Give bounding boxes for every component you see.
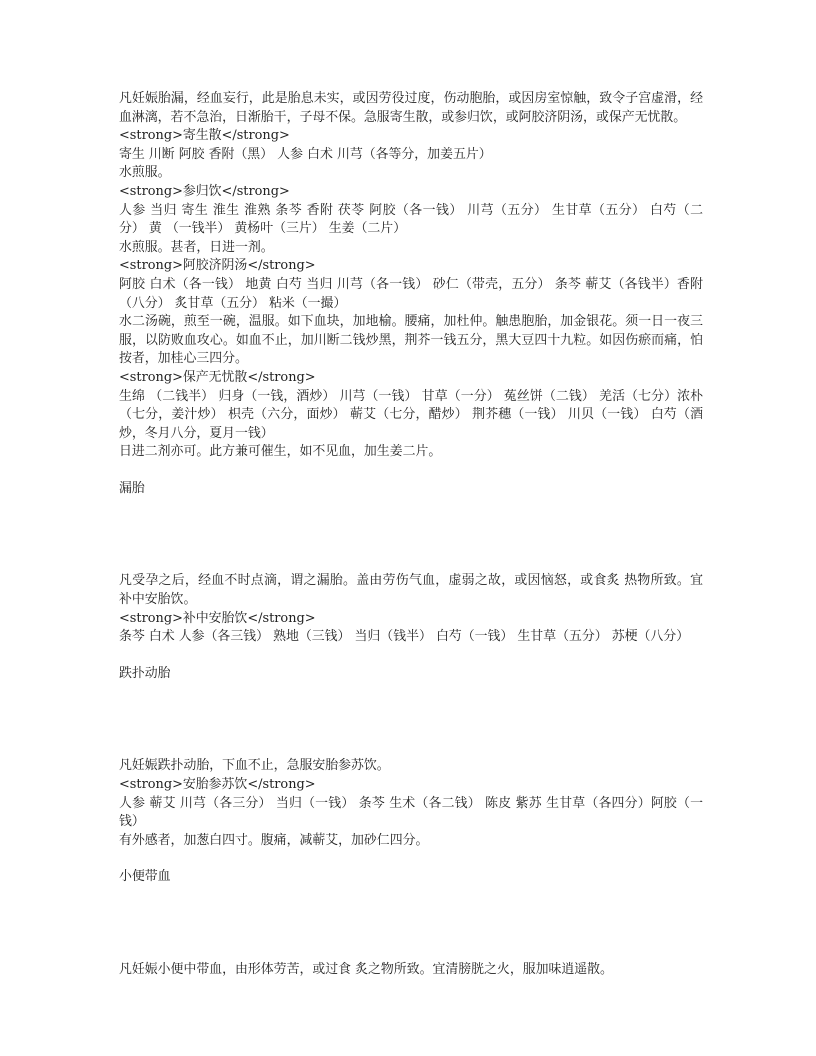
formula-usage: 日进二剂亦可。此方兼可催生，如不见血，加生姜二片。 — [119, 444, 442, 460]
formula-usage: 水二汤碗，煎至一碗，温服。如下血块，加地榆。腰痛，加杜仲。触患胞胎，加金银花。须一日一夜三服，以防败血攻心。如血不止，加川断二钱炒黑，荆芥一钱五分，黑大豆四十九粒。如因伤瘀而痛，怕按者，加桂心三四分。 — [119, 314, 703, 367]
formula-ingredients: 寄生 川断 阿胶 香附（黑） 人参 白术 川芎（各等分，加姜五片） — [119, 146, 492, 162]
formula-title: <strong>参归饮</strong> — [119, 183, 290, 199]
spacer — [119, 498, 703, 572]
formula-ingredients: 人参 当归 寄生 淮生 淮熟 条芩 香附 茯苓 阿胶（各一钱） 川芎（五分） 生甘草（五分） 白芍（二分） 黄 （一钱半） 黄杨叶（三片） 生姜（二片） — [119, 202, 703, 237]
section-heading: 漏胎 — [119, 480, 145, 496]
section-heading: 小便带血 — [119, 869, 171, 885]
paragraph-intro: 凡受孕之后，经血不时点滴，谓之漏胎。盖由劳伤气血，虚弱之故，或因恼怒，或食炙 热物所致。宜补中安胎饮。 — [119, 573, 703, 608]
spacer — [119, 887, 703, 961]
paragraph-intro: 凡妊娠小便中带血，由形体劳苦，或过食 炙之物所致。宜清膀胱之火，服加味逍遥散。 — [119, 962, 613, 977]
paragraph-intro: 凡妊娠胎漏，经血妄行，此是胎息未实，或因劳役过度，伤动胞胎，或因房室惊触，致令子宫虚滑，经血淋漓，若不急治，日渐胎干，子母不保。急服寄生散，或参归饮，或阿胶济阴汤，或保产无忧散。 — [119, 91, 703, 125]
formula-usage: 有外感者，加葱白四寸。腹痛，减蕲艾，加砂仁四分。 — [119, 832, 429, 848]
formula-ingredients: 生绵 （二钱半） 归身（一钱，酒炒） 川芎（一钱） 甘草（一分） 菟丝饼（二钱） 羌活（七分）浓朴（七分，姜汁炒） 枳壳（六分，面炒） 蕲艾（七分，醋炒） 荆芥穗（一钱） 川贝（一钱） 白芍（酒炒，冬月八分，夏月一钱） — [119, 388, 703, 441]
spacer — [119, 683, 703, 757]
paragraph-intro: 凡妊娠跌扑动胎，下血不止，急服安胎参苏饮。 — [119, 758, 390, 774]
formula-title: <strong>保产无忧散</strong> — [119, 369, 316, 385]
formula-title: <strong>阿胶济阴汤</strong> — [119, 258, 316, 274]
formula-title: <strong>安胎参苏饮</strong> — [119, 777, 316, 793]
formula-title: <strong>补中安胎饮</strong> — [119, 610, 316, 626]
formula-ingredients: 条芩 白术 人参（各三钱） 熟地（三钱） 当归（钱半） 白芍（一钱） 生甘草（五分） 苏梗（八分） — [119, 629, 690, 645]
formula-ingredients: 阿胶 白术（各一钱） 地黄 白芍 当归 川芎（各一钱） 砂仁（带壳，五分） 条芩 蕲艾（各钱半）香附（八分） 炙甘草（五分） 粘米（一撮） — [119, 276, 703, 311]
formula-usage: 水煎服。 — [119, 165, 171, 181]
formula-title: <strong>寄生散</strong> — [119, 128, 290, 144]
document-page — [119, 90, 703, 980]
formula-ingredients: 人参 蕲艾 川芎（各三分） 当归（一钱） 条芩 生术（各二钱） 陈皮 紫苏 生甘草（各四分）阿胶（一钱） — [119, 795, 703, 830]
section-heading: 跌扑动胎 — [119, 665, 171, 681]
formula-usage: 水煎服。甚者，日进一剂。 — [119, 239, 274, 255]
